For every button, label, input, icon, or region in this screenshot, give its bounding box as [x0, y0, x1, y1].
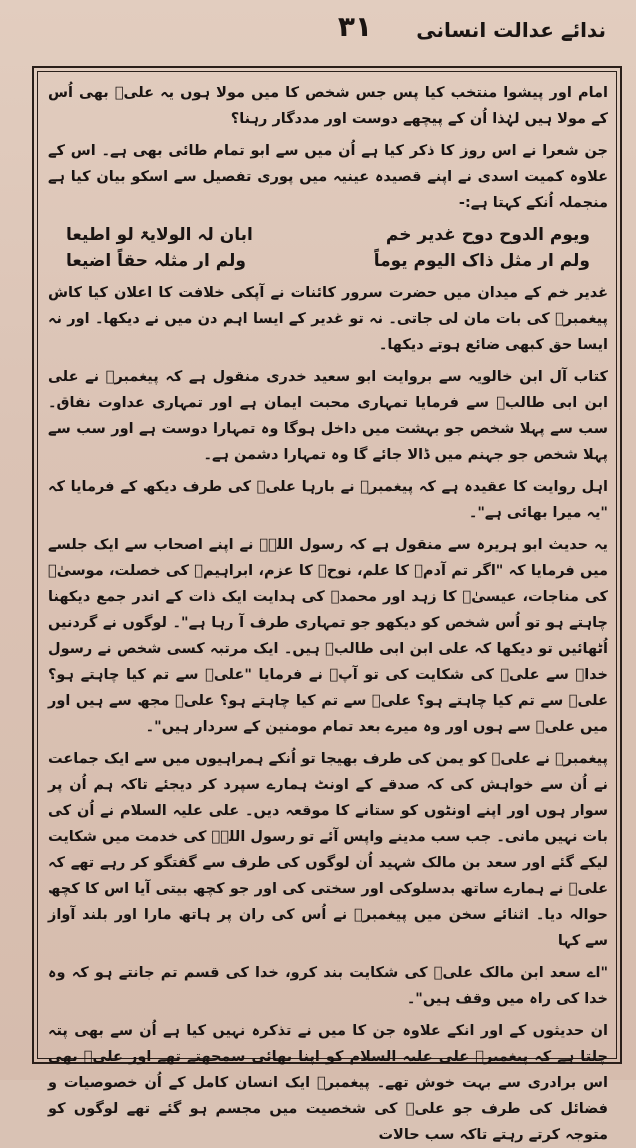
- paragraph: یہ حدیث ابو ہریرہ سے منقول ہے کہ رسول اللہؐ نے اپنے اصحاب سے ایک جلسے میں فرمایا کہ "اگر تم آدمؑ کا علم، نوحؑ کا عزم، ابراہیمؑ کی خصلت، موسیٰؑ کی مناجات، عیسیٰؑ کا زہد اور محمدؐ کی ہدایت ایک ذات کے اندر جمع دیکھنا چاہتے ہو تو اُس شخص کو دیکھو جو تمہاری طرف آ رہا ہے"۔ لوگوں نے گردنیں اُٹھائیں تو دیکھا کہ علی ابن ابی طالبؑ ہیں۔ ایک مرتبہ کسی شخص نے رسول خداؐ سے علیؑ کی شکایت کی تو آپؐ نے فرمایا "علیؑ سے تم کیا چاہتے ہو؟ علیؑ سے تم کیا چاہتے ہو؟ علیؑ سے تم کیا چاہتے ہو؟ علیؑ مجھ سے ہیں اور میں علیؑ سے ہوں اور وہ میرے بعد تمام مومنین کے سردار ہیں"۔: [48, 537, 608, 735]
- body-text: [48, 80, 608, 1143]
- page-number: ۳۱: [337, 10, 373, 43]
- verse-hemistich: ابان لہ الولایۃ لو اطیعا: [66, 225, 253, 245]
- verse-line: [48, 222, 608, 248]
- paragraph: پیغمبرؐ نے علیؑ کو یمن کی طرف بھیجا تو اُنکے ہمراہیوں میں سے ایک جماعت نے اُن سے خواہش کی کہ صدقے کے اونٹ ہمارے سپرد کر دیجئے تاکہ ہم اُن پر سوار ہوں اور اپنے اونٹوں کو ستانے کا موقعہ دیں۔ علی علیہ السلام نے اُن کی بات نہیں مانی۔ جب سب مدینے واپس آئے تو رسول اللہؐ کی خدمت میں شکایت لیکے گئے اور سعد بن مالک شہید اُن لوگوں کی طرف سے گفتگو کر رہے تھے کہ علیؑ نے ہمارے ساتھ بدسلوکی اور سختی کی اور جو کچھ بیتی آیا اس کا کچھ حوالہ دیا۔ اثنائے سخن میں پیغمبرؐ نے اُس کی ران پر ہاتھ مارا اور بلند آواز سے کہا: [48, 751, 608, 949]
- page-header: [30, 10, 606, 60]
- paragraph: امام اور پیشوا منتخب کیا پس جس شخص کا میں مولا ہوں یہ علیؑ بھی اُس کے مولا ہیں لہٰذا اُن کے پیچھے دوست اور مددگار رہنا؟: [48, 85, 608, 127]
- paragraph: کتاب آل ابن خالویہ سے بروایت ابو سعید خدری منقول ہے کہ پیغمبرؐ نے علی ابن ابی طالبؑ سے فرمایا تمہاری محبت ایمان ہے اور تمہاری عداوت نفاق۔ سب سے پہلا شخص جو بہشت میں داخل ہوگا وہ تمہارا دوست ہے اور سب سے پہلا شخص جو جہنم میں ڈالا جائے گا وہ تمہارا دشمن ہے۔: [48, 369, 608, 463]
- paragraph: ان حدیثوں کے اور انکے علاوہ جن کا میں نے تذکرہ نہیں کیا ہے اُن سے بھی پتہ چلتا ہے کہ پیغمبرؐ علی علیہ السلام کو اپنا بھائی سمجھتے تھے اور علیؑ بھی اس برادری سے بہت خوش تھے۔ پیغمبرؐ ایک انسان کامل کے اُن خصوصیات و فضائل کی طرف جو علیؑ کی شخصیت میں مجسم ہو گئے تھے لوگوں کو متوجہ کرتے رہتے تاکہ سب حالات: [48, 1023, 608, 1143]
- poem-verses: [48, 222, 608, 274]
- paragraph: غدیر خم کے میدان میں حضرت سرور کائنات نے آپکی خلافت کا اعلان کیا کاش پیغمبرؐ کی بات مان لی جاتی۔ نہ تو غدیر کے ایسا اہم دن میں نے دیکھا۔ اور نہ ایسا حق کبھی ضائع ہوتے دیکھا۔: [48, 285, 608, 353]
- verse-line: [48, 248, 608, 274]
- verse-hemistich: ویوم الدوح دوح غدیر خم: [385, 225, 590, 245]
- paragraph: "اے سعد ابن مالک علیؑ کی شکایت بند کرو، خدا کی قسم تم جانتے ہو کہ وہ خدا کی راہ میں وقف ہیں"۔: [48, 965, 608, 1007]
- verse-hemistich: ولم ار مثل ذاک الیوم یوماً: [373, 251, 590, 271]
- running-title: ندائے عدالت انسانی: [416, 18, 606, 42]
- verse-hemistich: ولم ار مثلہ حقاً اضیعا: [66, 251, 246, 271]
- paragraph: جن شعرا نے اس روز کا ذکر کیا ہے اُن میں سے ابو تمام طائی بھی ہے۔ اس کے علاوہ کمیت اسدی نے اپنے قصیدہ عینیہ میں پوری تفصیل سے اسکو بیان کیا ہے منجملہ اُنکے کہتا ہے:-: [48, 143, 608, 211]
- paragraph: اہل روایت کا عقیدہ ہے کہ پیغمبرؐ نے بارہا علیؑ کی طرف دیکھ کے فرمایا کہ "یہ میرا بھائی ہے"۔: [48, 479, 608, 521]
